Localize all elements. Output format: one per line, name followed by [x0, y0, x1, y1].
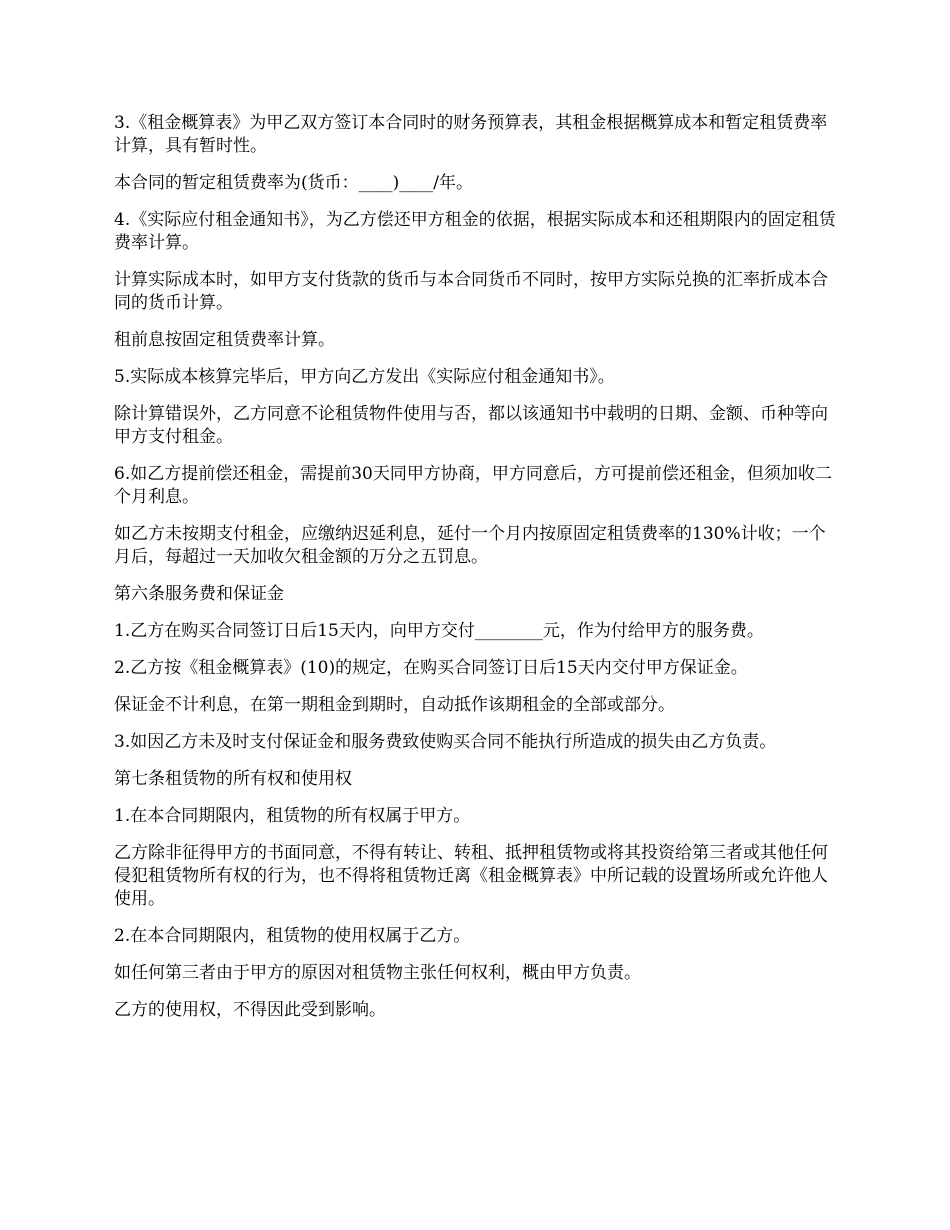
paragraph-clause-6-early-repayment: 6.如乙方提前偿还租金，需提前30天同甲方协商，甲方同意后，方可提前偿还租金，但须加收二个月利息。 [114, 464, 832, 507]
paragraph-pre-rent-interest: 租前息按固定租赁费率计算。 [114, 330, 335, 350]
paragraph-deposit: 2.乙方按《租金概算表》(10)的规定，在购买合同签订日后15天内交付甲方保证金。 [114, 658, 748, 678]
paragraph-clause-5-notice-issue: 5.实际成本核算完毕后，甲方向乙方发出《实际应付租金通知书》。 [114, 367, 615, 387]
document-body [114, 112, 840, 1036]
paragraph-deposit-interest: 保证金不计利息，在第一期租金到期时，自动抵作该期租金的全部或部分。 [114, 695, 675, 715]
paragraph-service-fee: 1.乙方在购买合同签订日后15天内，向甲方交付________元，作为付给甲方的服务费。 [114, 621, 764, 641]
paragraph-actual-cost-currency: 计算实际成本时，如甲方支付货款的货币与本合同货币不同时，按甲方实际兑换的汇率折成本合同的货币计算。 [114, 270, 828, 313]
paragraph-clause-3-rent-estimate: 3.《租金概算表》为甲乙双方签订本合同时的财务预算表，其租金根据概算成本和暂定租赁费率计算，具有暂时性。 [114, 113, 828, 156]
section-heading-article-6: 第六条服务费和保证金 [114, 584, 284, 604]
paragraph-provisional-rate: 本合同的暂定租赁费率为(货币：____)____/年。 [114, 173, 473, 193]
paragraph-late-interest: 如乙方未按期支付租金，应缴纳迟延利息，延付一个月内按原固定租赁费率的130%计收；一个月后，每超过一天加收欠租金额的万分之五罚息。 [114, 524, 826, 567]
paragraph-clause-4-rent-notice: 4.《实际应付租金通知书》，为乙方偿还甲方租金的依据，根据实际成本和还租期限内的固定租赁费率计算。 [114, 210, 836, 253]
paragraph-ownership: 1.在本合同期限内，租赁物的所有权属于甲方。 [114, 806, 471, 826]
paragraph-usage-right: 2.在本合同期限内，租赁物的使用权属于乙方。 [114, 926, 471, 946]
section-heading-article-7: 第七条租赁物的所有权和使用权 [114, 769, 352, 789]
paragraph-third-party-claims: 如任何第三者由于甲方的原因对租赁物主张任何权利，概由甲方负责。 [114, 963, 641, 983]
paragraph-ownership-restrictions: 乙方除非征得甲方的书面同意，不得有转让、转租、抵押租赁物或将其投资给第三者或其他任何侵犯租赁物所有权的行为，也不得将租赁物迁离《租金概算表》中所记载的设置场所或允许他人使用。 [114, 843, 828, 909]
paragraph-loss-responsibility: 3.如因乙方未及时支付保证金和服务费致使购买合同不能执行所造成的损失由乙方负责。 [114, 732, 777, 752]
paragraph-usage-unaffected: 乙方的使用权，不得因此受到影响。 [114, 1000, 386, 1020]
paragraph-payment-obligation: 除计算错误外，乙方同意不论租赁物件使用与否，都以该通知书中载明的日期、金额、币种等向甲方支付租金。 [114, 404, 828, 447]
